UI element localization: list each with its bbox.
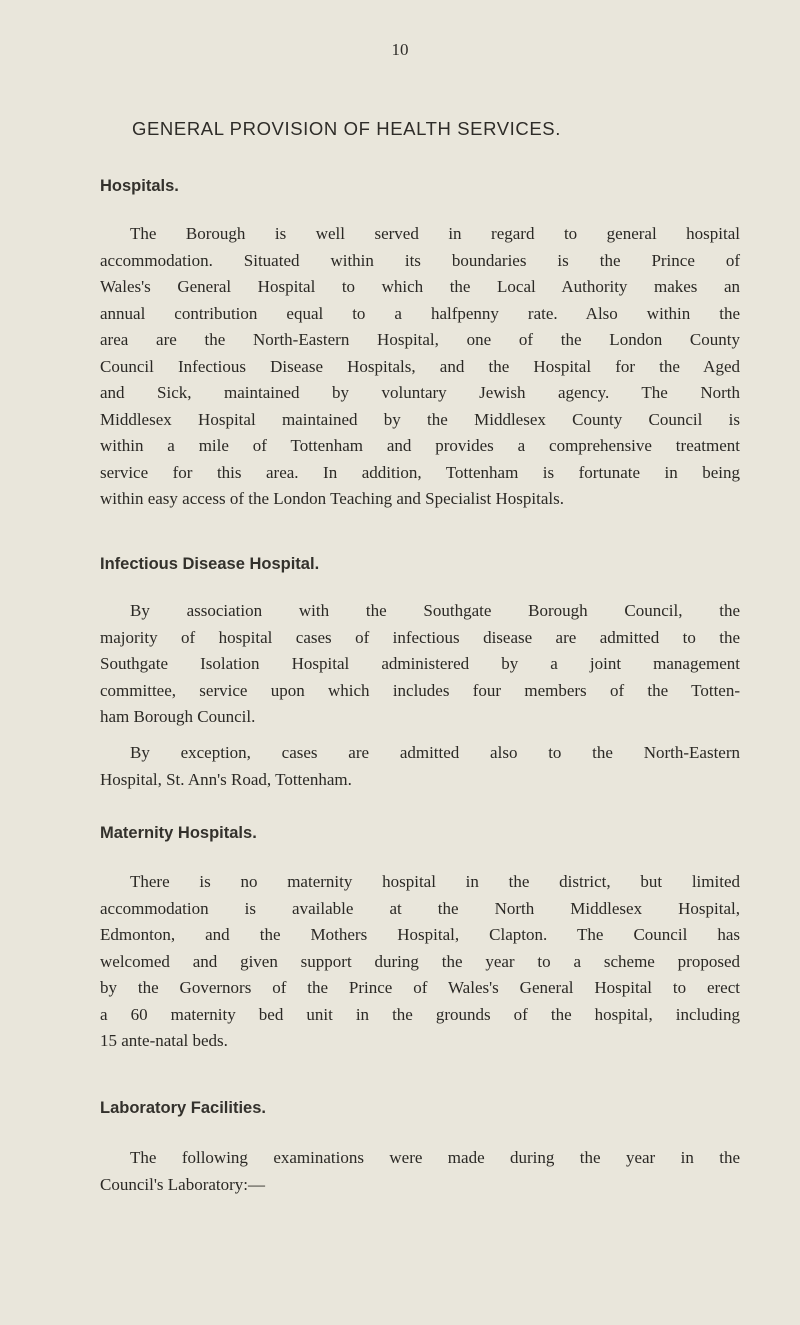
text-line: within a mile of Tottenham and provides a comprehensive treatment — [100, 436, 740, 455]
text-line: annual contribution equal to a halfpenny rate. Also within the — [100, 303, 740, 323]
text-line: Council's Laboratory:— — [100, 1174, 266, 1194]
text-line: Middlesex Hospital maintained by the Middlesex County Council is — [100, 409, 740, 429]
paragraph-maternity — [100, 869, 740, 1055]
section-heading-hospitals: Hospitals. — [100, 177, 179, 195]
text-line: By exception, cases are admitted also to the North-Eastern — [130, 743, 740, 762]
text-line: service for this area. In addition, Tottenham is fortunate in being — [100, 462, 740, 482]
text-line: Council Infectious Disease Hospitals, and the Hospital for the Aged — [100, 356, 740, 376]
text-line: By association with the Southgate Borough Council, the — [130, 601, 740, 620]
text-line: welcomed and given support during the year to a scheme proposed — [100, 951, 740, 971]
text-line: 15 ante-natal beds. — [100, 1031, 228, 1050]
text-line: The Borough is well served in regard to general hospital — [130, 224, 740, 243]
text-line: majority of hospital cases of infectious disease are admitted to the — [100, 627, 740, 647]
paragraph-infectious-2 — [100, 740, 740, 793]
text-line: by the Governors of the Prince of Wales's General Hospital to erect — [100, 978, 740, 997]
text-line: Hospital, St. Ann's Road, Tottenham. — [100, 769, 352, 789]
section-heading-infectious-disease: Infectious Disease Hospital. — [100, 555, 320, 573]
text-line: committee, service upon which includes four members of the Totten- — [100, 680, 740, 700]
page-number: 10 — [391, 40, 409, 59]
text-line: and Sick, maintained by voluntary Jewish agency. The North — [100, 383, 740, 402]
text-line: within easy access of the London Teaching and Specialist Hospitals. — [100, 489, 564, 508]
paragraph-hospitals — [100, 221, 740, 513]
text-line: a 60 maternity bed unit in the grounds of the hospital, including — [100, 1004, 740, 1024]
section-heading-maternity: Maternity Hospitals. — [100, 824, 257, 842]
text-line: The following examinations were made during the year in the — [130, 1148, 740, 1167]
text-line: There is no maternity hospital in the district, but limited — [130, 872, 740, 891]
paragraph-infectious-1 — [100, 598, 740, 731]
text-line: Edmonton, and the Mothers Hospital, Clapton. The Council has — [100, 925, 740, 944]
text-line: accommodation is available at the North Middlesex Hospital, — [100, 898, 740, 918]
text-line: accommodation. Situated within its boundaries is the Prince of — [100, 250, 740, 270]
text-line: ham Borough Council. — [100, 707, 256, 726]
page-title: GENERAL PROVISION OF HEALTH SERVICES. — [132, 118, 561, 139]
paragraph-laboratory — [100, 1145, 740, 1198]
section-heading-laboratory: Laboratory Facilities. — [100, 1099, 266, 1117]
text-line: Southgate Isolation Hospital administered by a joint management — [100, 654, 740, 673]
text-line: area are the North-Eastern Hospital, one of the London County — [100, 330, 740, 349]
text-line: Wales's General Hospital to which the Local Authority makes an — [100, 277, 740, 296]
